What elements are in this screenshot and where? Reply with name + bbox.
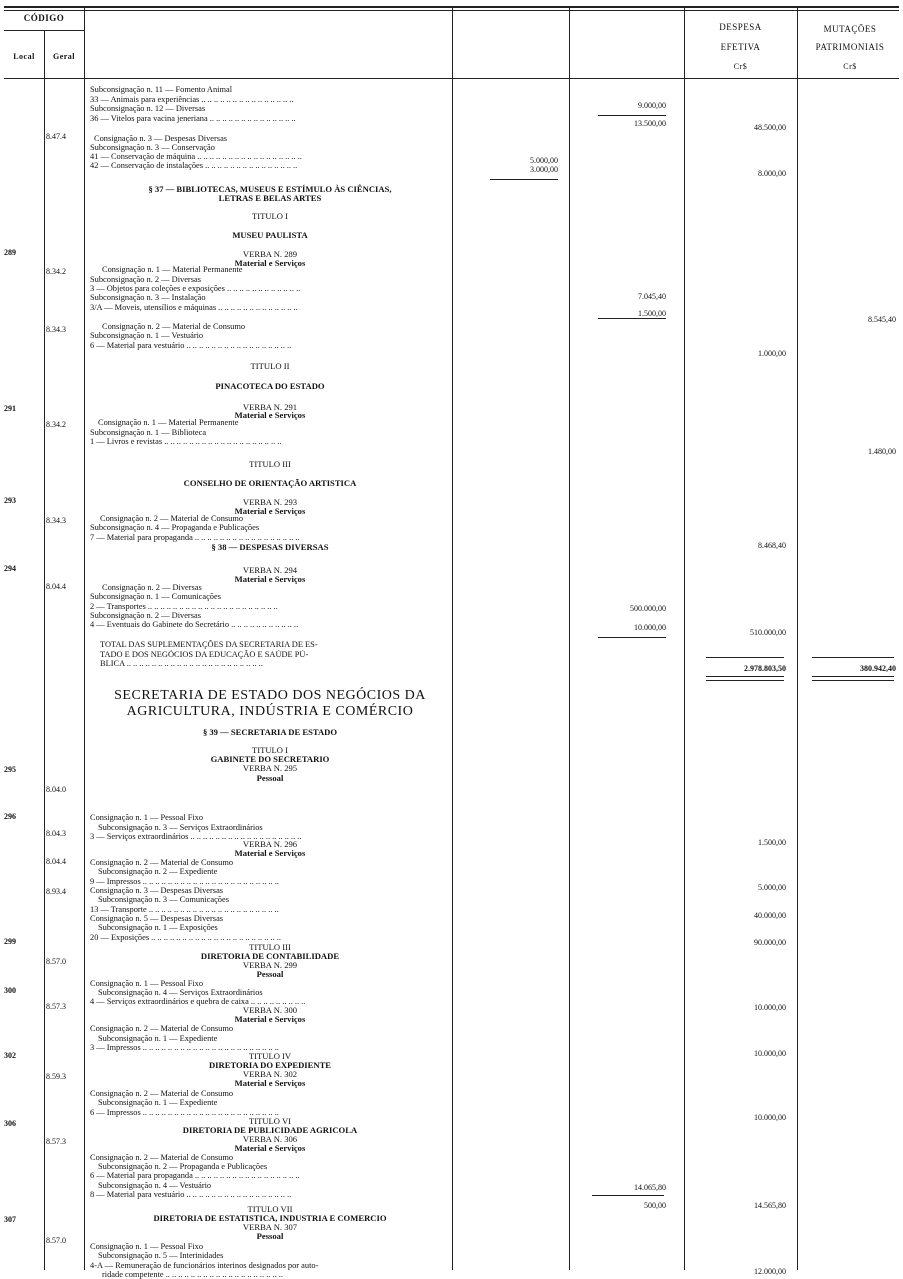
budget-line: 3/A — Moveis, utensílios e máquinas .. .. .. .. .. .. .. .. .. .. .. .. ..: [90, 303, 298, 312]
section-heading: § 37 — BIBLIOTECAS, MUSEUS E ESTÍMULO ÀS CIÊNCIAS,: [148, 184, 392, 194]
budget-line: Subconsignação n. 2 — Diversas: [90, 275, 201, 284]
budget-line: Subconsignação n. 2 — Propaganda e Publicações: [98, 1162, 268, 1171]
header-mutacoes-2: PATRIMONIAIS: [815, 42, 885, 52]
section-heading: CONSELHO DE ORIENTAÇÃO ARTISTICA: [183, 478, 357, 488]
amount-value: 10.000,00: [754, 1049, 786, 1058]
total-rule: [812, 676, 894, 677]
section-heading: TITULO I: [251, 211, 289, 221]
budget-line: Subconsignação n. 1 — Expediente: [98, 1098, 218, 1107]
col-divider-2: [569, 8, 570, 1270]
amount-value: 5.000,00: [758, 883, 786, 892]
amount-value: 3.000,00: [530, 165, 558, 174]
budget-line: 3 — Impressos .. .. .. .. .. .. .. .. .. .. .. .. .. .. .. .. .. .. .. .. .. ..: [90, 1043, 279, 1052]
section-heading: Material e Serviços: [234, 1143, 306, 1153]
section-heading: § 39 — SECRETARIA DE ESTADO: [202, 727, 338, 737]
budget-line: Consignação n. 3 — Despesas Diversas: [94, 134, 228, 143]
header-codigo: CÓDIGO: [23, 13, 65, 23]
header-despesa-1: DESPESA: [719, 22, 762, 32]
amount-value: 7.045,40: [638, 292, 666, 301]
budget-line: Consignação n. 1 — Pessoal Fixo: [90, 813, 204, 822]
budget-line: Subconsignação n. 3 — Instalação: [90, 293, 206, 302]
sum-rule: [592, 1195, 664, 1196]
budget-line: Subconsignação n. 4 — Vestuário: [98, 1181, 212, 1190]
budget-line: 33 — Animais para experiências .. .. .. .. .. .. .. .. .. .. .. .. .. .. ..: [90, 95, 294, 104]
col-divider-geral: [84, 8, 85, 1270]
amount-value: 500,00: [644, 1201, 666, 1210]
geral-code: 8.57.0: [46, 1236, 66, 1245]
budget-line: Consignação n. 2 — Material de Consumo: [102, 322, 246, 331]
geral-code: 8.93.4: [46, 887, 66, 896]
section-heading: TITULO II: [250, 361, 290, 371]
section-heading: DIRETORIA DE PUBLICIDADE AGRICOLA: [182, 1125, 358, 1135]
verba-local-code: 294: [4, 564, 16, 573]
sum-rule: [598, 115, 666, 116]
amount-value: 48.500,00: [754, 123, 786, 132]
budget-line: 6 — Material para vestuário .. .. .. .. .. .. .. .. .. .. .. .. .. .. .. .. ..: [90, 341, 292, 350]
section-heading: Material e Serviços: [234, 410, 306, 420]
budget-line: ridade competente .. .. .. .. .. .. .. .. .. .. .. .. .. .. .. .. .. .. ..: [102, 1270, 283, 1279]
budget-line: Subconsignação n. 1 — Expediente: [98, 1034, 218, 1043]
budget-line: Consignação n. 1 — Material Permanente: [102, 265, 243, 274]
budget-line: 3 — Objetos para coleções e exposições .. .. .. .. .. .. .. .. .. .. .. ..: [90, 284, 301, 293]
total-rule: [706, 676, 784, 677]
budget-line: Subconsignação n. 2 — Diversas: [90, 611, 201, 620]
section-heading: Material e Serviços: [234, 506, 306, 516]
section-heading: Material e Serviços: [234, 1078, 306, 1088]
section-heading: VERBA N. 293: [242, 497, 298, 507]
amount-value: 14.565,80: [754, 1201, 786, 1210]
sum-rule: [490, 179, 558, 180]
budget-line: Subconsignação n. 11 — Fomento Animal: [90, 85, 233, 94]
verba-local-code: 289: [4, 248, 16, 257]
section-heading: DIRETORIA DE ESTATISTICA, INDUSTRIA E COMERCIO: [153, 1213, 387, 1223]
amount-value: 2.978.803,50: [744, 664, 786, 673]
amount-value: 1.480,00: [868, 447, 896, 456]
budget-line: Consignação n. 2 — Material de Consumo: [90, 1089, 234, 1098]
geral-code: 8.47.4: [46, 132, 66, 141]
budget-line: Consignação n. 1 — Material Permanente: [98, 418, 239, 427]
amount-value: 500.000,00: [630, 604, 666, 613]
budget-line: Subconsignação n. 4 — Serviços Extraordinários: [98, 988, 263, 997]
budget-line: 4 — Eventuais do Gabinete do Secretário .. .. .. .. .. .. .. .. .. .. ..: [90, 620, 299, 629]
header-geral: Geral: [52, 52, 76, 61]
secretaria-title-1: SECRETARIA DE ESTADO DOS NEGÓCIOS DA: [114, 688, 426, 703]
amount-value: 10.000,00: [754, 1113, 786, 1122]
geral-code: 8.04.4: [46, 582, 66, 591]
col-divider-local: [44, 30, 45, 1270]
section-heading: § 38 — DESPESAS DIVERSAS: [211, 542, 329, 552]
budget-line: 41 — Conservação de máquina .. .. .. .. .. .. .. .. .. .. .. .. .. .. .. .. ..: [90, 152, 302, 161]
budget-line: Consignação n. 2 — Material de Consumo: [90, 1024, 234, 1033]
col-divider-1: [452, 8, 453, 1270]
budget-line: 42 — Conservação de instalações .. .. .. .. .. .. .. .. .. .. .. .. .. .. ..: [90, 161, 298, 170]
budget-line: 2 — Transportes .. .. .. .. .. .. .. .. .. .. .. .. .. .. .. .. .. .. .. .. ..: [90, 602, 278, 611]
section-heading: Material e Serviços: [234, 574, 306, 584]
budget-line: Subconsignação n. 1 — Vestuário: [90, 331, 204, 340]
amount-value: 510.000,00: [750, 628, 786, 637]
budget-line: 4-A — Remuneração de funcionários interinos designados por auto-: [90, 1261, 319, 1270]
sum-rule: [706, 657, 784, 658]
section-heading: LETRAS E BELAS ARTES: [218, 193, 322, 203]
verba-local-code: 293: [4, 496, 16, 505]
header-mutacoes-1: MUTAÇÕES: [823, 24, 877, 34]
section-heading: MUSEU PAULISTA: [232, 230, 308, 240]
budget-line: Subconsignação n. 12 — Diversas: [90, 104, 206, 113]
section-heading: TITULO VI: [248, 1116, 292, 1126]
geral-code: 8.34.2: [46, 267, 66, 276]
geral-code: 8.34.2: [46, 420, 66, 429]
geral-code: 8.59.3: [46, 1072, 66, 1081]
sum-rule: [598, 318, 666, 319]
total-rule: [706, 680, 784, 681]
section-heading: DIRETORIA DE CONTABILIDADE: [200, 951, 340, 961]
verba-local-code: 299: [4, 937, 16, 946]
section-heading: PINACOTECA DO ESTADO: [215, 381, 325, 391]
budget-line: 1 — Livros e revistas .. .. .. .. .. .. .. .. .. .. .. .. .. .. .. .. .. .. ..: [90, 437, 282, 446]
amount-value: 40.000,00: [754, 911, 786, 920]
budget-line: 4 — Serviços extraordinários e quebra de caixa .. .. .. .. .. .. .. .. ..: [90, 997, 306, 1006]
section-heading: Material e Serviços: [234, 1014, 306, 1024]
budget-line: 9 — Impressos .. .. .. .. .. .. .. .. .. .. .. .. .. .. .. .. .. .. .. .. .. ..: [90, 877, 279, 886]
geral-code: 8.57.3: [46, 1002, 66, 1011]
section-heading: TITULO I: [251, 745, 289, 755]
verba-local-code: 291: [4, 404, 16, 413]
section-heading: TITULO III: [249, 459, 291, 469]
section-heading: VERBA N. 294: [242, 565, 298, 575]
amount-value: 380.942,40: [860, 664, 896, 673]
budget-line: Subconsignação n. 1 — Exposições: [98, 923, 218, 932]
budget-line: Consignação n. 2 — Material de Consumo: [90, 858, 234, 867]
amount-value: 8.468,40: [758, 541, 786, 550]
amount-value: 8.000,00: [758, 169, 786, 178]
geral-code: 8.34.3: [46, 325, 66, 334]
section-heading: Pessoal: [256, 773, 284, 783]
section-heading: TITULO IV: [248, 1051, 292, 1061]
section-heading: Pessoal: [256, 1231, 284, 1241]
budget-line: 8 — Material para vestuário .. .. .. .. .. .. .. .. .. .. .. .. .. .. .. .. ..: [90, 1190, 292, 1199]
budget-line: Consignação n. 2 — Diversas: [102, 583, 202, 592]
header-mutacoes-currency: Cr$: [843, 62, 857, 71]
section-heading: GABINETE DO SECRETARIO: [210, 754, 330, 764]
sum-rule: [812, 657, 894, 658]
budget-line: Subconsignação n. 5 — Interinidades: [98, 1251, 224, 1260]
verba-local-code: 295: [4, 765, 16, 774]
amount-value: 14.065,80: [634, 1183, 666, 1192]
amount-value: 8.545,40: [868, 315, 896, 324]
secretaria-title-2: AGRICULTURA, INDÚSTRIA E COMÉRCIO: [126, 704, 414, 719]
header-local: Local: [13, 52, 35, 61]
header-despesa-2: EFETIVA: [720, 42, 761, 52]
section-heading: DIRETORIA DO EXPEDIENTE: [208, 1060, 332, 1070]
col-divider-4: [797, 8, 798, 1270]
section-heading: VERBA N. 306: [242, 1134, 298, 1144]
section-heading: VERBA N. 307: [242, 1222, 298, 1232]
col-divider-3: [684, 8, 685, 1270]
budget-line: Consignação n. 2 — Material de Consumo: [100, 514, 244, 523]
geral-code: 8.57.0: [46, 957, 66, 966]
total-line-2: TADO E DOS NEGÓCIOS DA EDUCAÇÃO E SAÚDE PÚ-: [100, 650, 309, 659]
budget-line: Consignação n. 1 — Pessoal Fixo: [90, 1242, 204, 1251]
budget-line: 20 — Exposições .. .. .. .. .. .. .. .. .. .. .. .. .. .. .. .. .. .. .. .. ..: [90, 933, 281, 942]
section-heading: VERBA N. 299: [242, 960, 298, 970]
budget-line: Subconsignação n. 1 — Comunicações: [90, 592, 221, 601]
section-heading: TITULO VII: [247, 1204, 293, 1214]
verba-local-code: 300: [4, 986, 16, 995]
geral-code: 8.04.4: [46, 857, 66, 866]
amount-value: 90.000,00: [754, 938, 786, 947]
budget-line: Subconsignação n. 3 — Comunicações: [98, 895, 229, 904]
geral-code: 8.57.3: [46, 1137, 66, 1146]
budget-line: Subconsignação n. 2 — Expediente: [98, 867, 218, 876]
section-heading: Material e Serviços: [234, 848, 306, 858]
budget-line: 6 — Material para propaganda .. .. .. .. .. .. .. .. .. .. .. .. .. .. .. .. ..: [90, 1171, 300, 1180]
geral-code: 8.04.0: [46, 785, 66, 794]
budget-line: Subconsignação n. 1 — Biblioteca: [90, 428, 207, 437]
budget-line: 6 — Impressos .. .. .. .. .. .. .. .. .. .. .. .. .. .. .. .. .. .. .. .. .. ..: [90, 1108, 279, 1117]
total-rule: [812, 680, 894, 681]
budget-line: 13 — Transporte .. .. .. .. .. .. .. .. .. .. .. .. .. .. .. .. .. .. .. .. ..: [90, 905, 279, 914]
budget-line: Subconsignação n. 3 — Conservação: [90, 143, 215, 152]
amount-value: 10.000,00: [754, 1003, 786, 1012]
budget-line: Consignação n. 1 — Pessoal Fixo: [90, 979, 204, 988]
section-heading: VERBA N. 300: [242, 1005, 298, 1015]
budget-line: Consignação n. 2 — Material de Consumo: [90, 1153, 234, 1162]
total-line-1: TOTAL DAS SUPLEMENTAÇÕES DA SECRETARIA DE ES-: [100, 640, 318, 649]
amount-value: 9.000,00: [638, 101, 666, 110]
header-despesa-currency: Cr$: [733, 62, 748, 71]
section-heading: VERBA N. 295: [242, 763, 298, 773]
total-line-3: BLICA .. .. .. .. .. .. .. .. .. .. .. .. .. .. .. .. .. .. .. .. .. ..: [100, 659, 263, 668]
verba-local-code: 302: [4, 1051, 16, 1060]
amount-value: 5.000,00: [530, 156, 558, 165]
section-heading: Material e Serviços: [234, 258, 306, 268]
amount-value: 1.000,00: [758, 349, 786, 358]
budget-line: 36 — Vitelos para vacina jeneriana .. .. .. .. .. .. .. .. .. .. .. .. .. ..: [90, 114, 296, 123]
amount-value: 13.500,00: [634, 119, 666, 128]
verba-local-code: 296: [4, 812, 16, 821]
budget-line: 7 — Material para propaganda .. .. .. .. .. .. .. .. .. .. .. .. .. .. .. .. ..: [90, 533, 300, 542]
section-heading: Pessoal: [256, 969, 284, 979]
geral-code: 8.04.3: [46, 829, 66, 838]
budget-line: Subconsignação n. 4 — Propaganda e Publicações: [90, 523, 260, 532]
section-heading: VERBA N. 296: [242, 839, 298, 849]
budget-line: Consignação n. 3 — Despesas Diversas: [90, 886, 224, 895]
amount-value: 1.500,00: [638, 309, 666, 318]
verba-local-code: 306: [4, 1119, 16, 1128]
budget-line: Consignação n. 5 — Despesas Diversas: [90, 914, 224, 923]
section-heading: VERBA N. 302: [242, 1069, 298, 1079]
section-heading: TITULO III: [249, 942, 291, 952]
section-heading: VERBA N. 289: [242, 249, 298, 259]
geral-code: 8.34.3: [46, 516, 66, 525]
budget-line: 3 — Serviços extraordinários .. .. .. .. .. .. .. .. .. .. .. .. .. .. .. .. .. ..: [90, 832, 302, 841]
amount-value: 1.500,00: [758, 838, 786, 847]
verba-local-code: 307: [4, 1215, 16, 1224]
amount-value: 10.000,00: [634, 623, 666, 632]
section-heading: VERBA N. 291: [242, 402, 298, 412]
sum-rule: [598, 637, 666, 638]
amount-value: 12.000,00: [754, 1267, 786, 1276]
budget-line: Subconsignação n. 3 — Serviços Extraordinários: [98, 823, 263, 832]
